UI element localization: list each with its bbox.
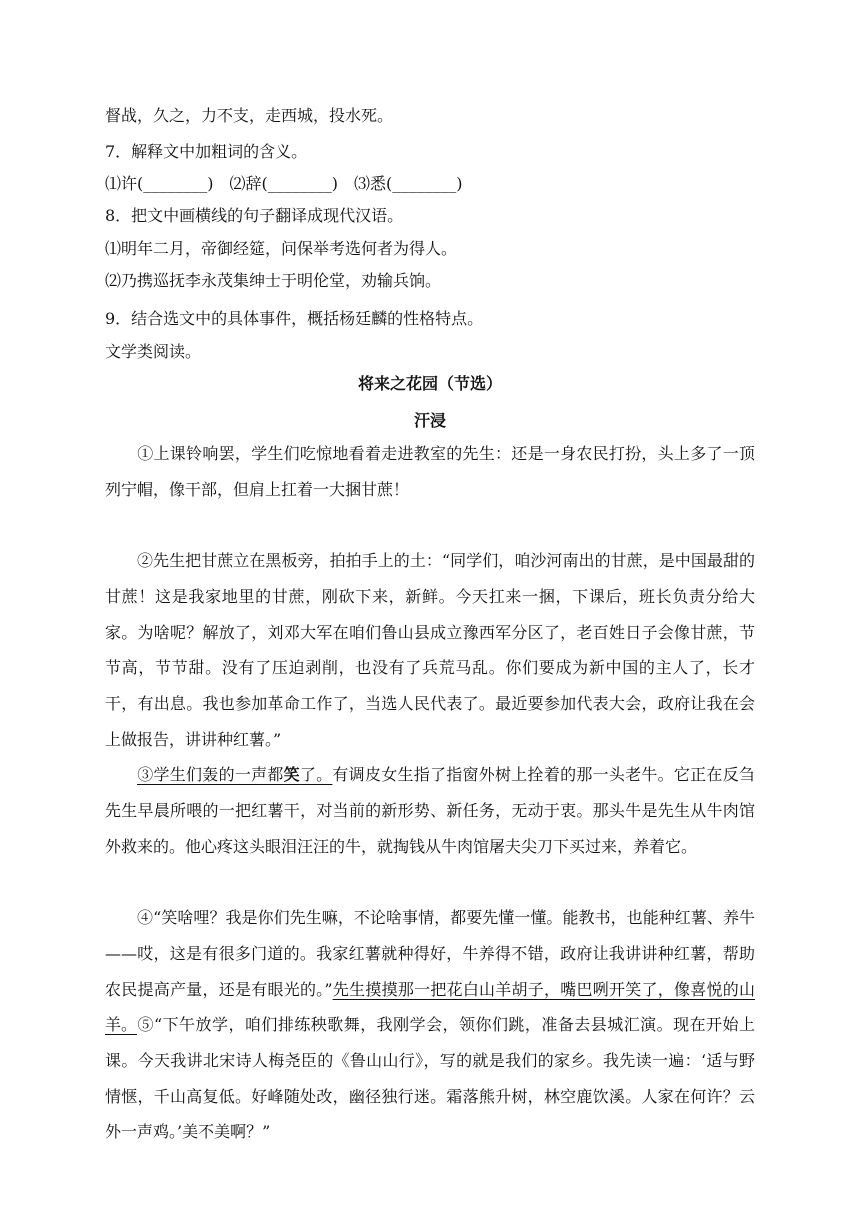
paragraph-1 bbox=[105, 436, 755, 508]
question-8: 8．把文中画横线的句子翻译成现代汉语。 bbox=[105, 206, 404, 225]
paragraph-3-part-a: ③学生们轰的一声都 bbox=[137, 765, 284, 784]
article-author: 汗浸 bbox=[413, 411, 446, 430]
bold-word: 笑 bbox=[283, 765, 300, 784]
question-8-1: ⑴明年二月，帝御经筵，问保举考选何者为得人。 bbox=[105, 239, 458, 258]
paragraph-4-underlined: 先生摸摸那一把花白山羊胡子，嘴巴咧开笑了，像喜悦的山羊。 bbox=[105, 979, 755, 1035]
paragraph-5-text: ⑤“下午放学，咱们排练秧歌舞，我刚学会，领你们跳，准备去县城汇演。现在开始上课。今天我讲北宋诗人梅尧臣的《鲁山山行》，写的就是我们的家乡。我先读一遍：‘适与野情惬，千山高复低。好峰随处改，幽径独行迷。霜落熊升树，林空鹿饮溪。人家在何许？云外一声鸡。’美不美啊？” bbox=[105, 1015, 755, 1142]
paragraph-3 bbox=[105, 757, 755, 864]
question-7-items: ⑴许(________) ⑵辞(________) ⑶悉(________) bbox=[105, 174, 463, 193]
paragraph-2-text: ②先生把甘蔗立在黑板旁，拍拍手上的土：“同学们，咱沙河南出的甘蔗，是中国最甜的甘蔗！这是我家地里的甘蔗，刚砍下来，新鲜。今天扛来一捆，下课后，班长负责分给大家。为啥呢？解放了，刘邓大军在咱们鲁山县成立豫西军分区了，老百姓日子会像甘蔗，节节高，节节甜。没有了压迫剥削，也没有了兵荒马乱。你们要成为新中国的主人了，长才干，有出息。我也参加革命工作了，当选人民代表了。最近要参加代表大会，政府让我在会上做报告，讲讲种红薯。” bbox=[105, 551, 755, 749]
paragraph-4-text: ④“笑啥哩？我是你们先生嘛，不论啥事情，都要先懂一懂。能教书，也能种红薯、养牛——哎，这是有很多门道的。我家红薯就种得好，牛养得不错，政府让我讲讲种红薯，帮助农民提高产量，还是有眼光的。” bbox=[105, 908, 755, 999]
paragraph-3-rest: 有调皮女生指了指窗外树上拴着的那一头老牛。它正在反刍先生早晨所喂的一把红薯干，对当前的新形势、新任务，无动于衷。那头牛是先生从牛肉馆外救来的。他心疼这头眼泪汪汪的牛，就掏钱从牛肉馆屠夫尖刀下买过来，养着它。 bbox=[105, 765, 755, 856]
paragraph-3-underlined bbox=[137, 765, 332, 784]
paragraph-1-text: ①上课铃响罢，学生们吃惊地看着走进教室的先生：还是一身农民打扮，头上多了一顶列宁帽，像干部，但肩上扛着一大捆甘蔗！ bbox=[105, 444, 755, 499]
question-7: 7．解释文中加粗词的含义。 bbox=[105, 142, 308, 161]
article-title: 将来之花园（节选） bbox=[357, 374, 502, 393]
question-9: 9．结合选文中的具体事件，概括杨廷麟的性格特点。 bbox=[105, 309, 484, 328]
paragraph-5 bbox=[105, 1007, 755, 1150]
question-8-2: ⑵乃携巡抚李永茂集绅士于明伦堂，劝输兵饷。 bbox=[105, 271, 442, 290]
paragraph-2 bbox=[105, 543, 755, 758]
section-heading: 文学类阅读。 bbox=[105, 342, 202, 361]
paragraph-3-part-c: 了。 bbox=[299, 765, 333, 784]
passage-end-line: 督战，久之，力不支，走西城，投水死。 bbox=[105, 106, 394, 125]
